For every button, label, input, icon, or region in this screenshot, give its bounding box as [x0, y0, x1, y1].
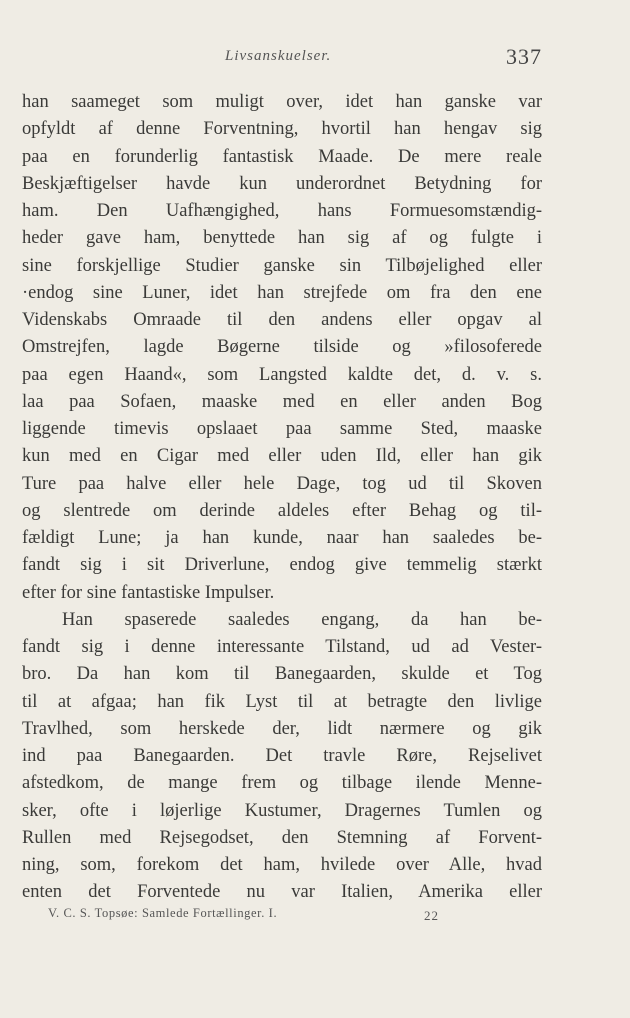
text-line: han saameget som muligt over, idet han ganske var — [22, 92, 542, 112]
page-footer — [0, 906, 630, 930]
page-number: 337 — [506, 44, 542, 69]
text-line: Omstrejfen, lagde Bøgerne tilside og »filosoferede — [22, 337, 542, 358]
text-line: sine forskjellige Studier ganske sin Tilbøjelighed eller — [22, 255, 542, 276]
body-text — [22, 89, 542, 907]
paragraph-start-line: Han spaserede saaledes engang, da han be- — [62, 609, 542, 630]
text-line: bro. Da han kom til Banegaarden, skulde et Tog — [22, 664, 542, 685]
text-line: og slentrede om derinde aldeles efter Behag og til- — [22, 500, 542, 521]
text-line: Rullen med Rejsegodset, den Stemning af Forvent- — [22, 827, 542, 848]
text-line: liggende timevis opslaaet paa samme Sted, maaske — [22, 419, 542, 439]
text-line: ind paa Banegaarden. Det travle Røre, Rejselivet — [22, 746, 542, 766]
text-line: Beskjæftigelser havde kun underordnet Betydning for — [22, 173, 542, 194]
text-line: Ture paa halve eller hele Dage, tog ud til Skoven — [22, 473, 542, 494]
text-line: paa en forunderlig fantastisk Maade. De mere reale — [22, 146, 542, 167]
running-header — [0, 44, 630, 74]
text-line: kun med en Cigar med eller uden Ild, eller han gik — [22, 446, 542, 467]
text-line: fældigt Lune; ja han kunde, naar han saaledes be- — [22, 528, 542, 548]
text-line: opfyldt af denne Forventning, hvortil han hengav sig — [22, 119, 542, 140]
text-line: laa paa Sofaen, maaske med en eller anden Bog — [22, 391, 542, 412]
running-title: Livsanskuelser. — [225, 48, 332, 64]
text-line: til at afgaa; han fik Lyst til at betragte den livlige — [22, 691, 542, 712]
text-line: fandt sig i denne interessante Tilstand, ud ad Vester- — [22, 637, 542, 657]
text-line: paa egen Haand«, som Langsted kaldte det, d. v. s. — [22, 364, 542, 385]
text-line: ·endog sine Luner, idet han strejfede om fra den ene — [22, 282, 542, 303]
text-line: enten det Forventede nu var Italien, Amerika eller — [22, 882, 542, 903]
text-line: ning, som, forekom det ham, hvilede over Alle, hvad — [22, 855, 542, 875]
paragraph-end-line: efter for sine fantastiske Impulser. — [22, 582, 275, 603]
text-line: Travlhed, som herskede der, lidt nærmere og gik — [22, 718, 542, 739]
text-line: fandt sig i sit Driverlune, endog give temmelig stærkt — [22, 555, 542, 576]
signature-mark: V. C. S. Topsøe: Samlede Fortællinger. I. — [48, 906, 278, 920]
text-line: sker, ofte i løjerlige Kustumer, Dragernes Tumlen og — [22, 800, 542, 821]
text-line: heder gave ham, benyttede han sig af og fulgte i — [22, 228, 542, 249]
text-line: afstedkom, de mange frem og tilbage ilende Menne- — [22, 773, 542, 794]
text-line: Videnskabs Omraade til den andens eller opgav al — [22, 310, 542, 330]
sheet-number: 22 — [424, 908, 439, 923]
text-line: ham. Den Uafhængighed, hans Formuesomstændig- — [22, 201, 542, 221]
